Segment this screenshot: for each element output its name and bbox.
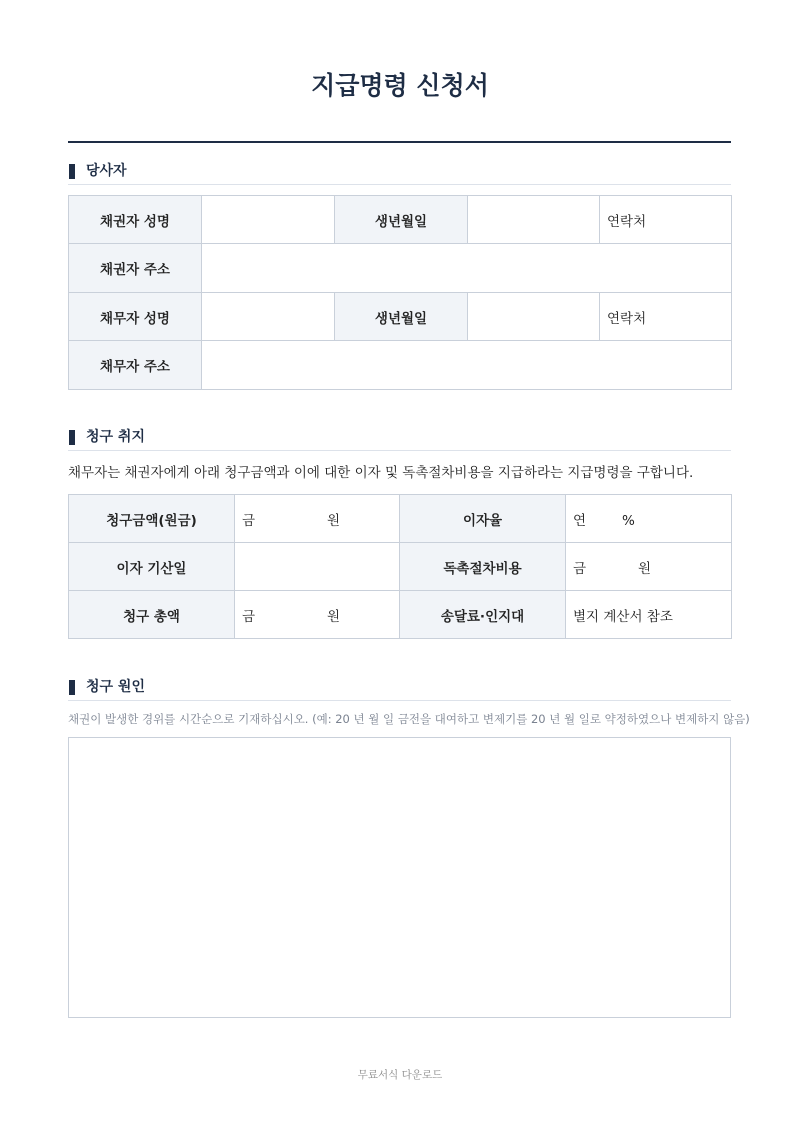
parties-table	[68, 195, 732, 390]
creditor-name-field[interactable]	[202, 196, 335, 244]
section-claim-purpose-title: 청구 취지	[86, 429, 145, 445]
debtor-address-label: 채무자 주소	[69, 341, 202, 390]
interest-rate-suffix: %	[622, 512, 635, 529]
section-claim-cause-header	[68, 678, 731, 701]
debtor-birth-field[interactable]	[468, 293, 600, 341]
table-row	[69, 591, 732, 639]
debtor-contact-label: 연락처	[607, 310, 647, 327]
fee-field[interactable]	[566, 543, 732, 591]
table-row	[69, 196, 732, 244]
fee-suffix: 원	[638, 560, 652, 577]
title-divider	[68, 141, 731, 143]
interest-rate-label: 이자율	[400, 495, 566, 543]
section-claim-purpose-header	[68, 428, 731, 451]
principal-field[interactable]	[235, 495, 400, 543]
document-title: 지급명령 신청서	[311, 71, 489, 100]
section-claim-cause-title: 청구 원인	[86, 679, 145, 695]
total-field[interactable]	[235, 591, 400, 639]
fee-label: 독촉절차비용	[400, 543, 566, 591]
interest-start-field[interactable]	[235, 543, 400, 591]
debtor-name-label: 채무자 성명	[69, 293, 202, 341]
table-row	[69, 341, 732, 390]
delivery-field[interactable]: 별지 계산서 참조	[566, 591, 732, 639]
footer-text[interactable]: 무료서식 다운로드	[357, 1069, 443, 1081]
section-marker-icon	[69, 164, 75, 179]
interest-rate-prefix: 연	[573, 512, 587, 529]
delivery-label: 송달료·인지대	[400, 591, 566, 639]
creditor-address-field[interactable]	[202, 244, 732, 293]
interest-start-label: 이자 기산일	[69, 543, 235, 591]
principal-label: 청구금액(원금)	[69, 495, 235, 543]
table-row	[69, 543, 732, 591]
creditor-address-label: 채권자 주소	[69, 244, 202, 293]
total-prefix: 금	[242, 608, 256, 625]
creditor-birth-label: 생년월일	[335, 196, 468, 244]
debtor-birth-label: 생년월일	[335, 293, 468, 341]
table-row	[69, 244, 732, 293]
principal-suffix: 원	[327, 512, 341, 529]
debtor-address-field[interactable]	[202, 341, 732, 390]
claim-intro-text: 채무자는 채권자에게 아래 청구금액과 이에 대한 이자 및 독촉절차비용을 지급하라는 지급명령을 구합니다.	[68, 465, 694, 481]
table-row	[69, 495, 732, 543]
debtor-name-field[interactable]	[202, 293, 335, 341]
claim-cause-hint: 채권이 발생한 경위를 시간순으로 기재하십시오. (예: 20 년 월 일 금전을 대여하고 변제기를 20 년 월 일로 약정하였으나 변제하지 않음)	[68, 712, 750, 726]
claim-cause-textarea[interactable]	[68, 737, 731, 1018]
section-marker-icon	[69, 430, 75, 445]
creditor-contact-field[interactable]	[600, 196, 732, 244]
creditor-name-label: 채권자 성명	[69, 196, 202, 244]
interest-rate-field[interactable]	[566, 495, 732, 543]
total-suffix: 원	[327, 608, 341, 625]
creditor-birth-field[interactable]	[468, 196, 600, 244]
fee-prefix: 금	[573, 560, 587, 577]
creditor-contact-label: 연락처	[607, 213, 647, 230]
table-row	[69, 293, 732, 341]
debtor-contact-field[interactable]	[600, 293, 732, 341]
section-parties-title: 당사자	[86, 163, 127, 179]
claim-table	[68, 494, 732, 639]
section-parties-header	[68, 162, 731, 185]
section-marker-icon	[69, 680, 75, 695]
total-label: 청구 총액	[69, 591, 235, 639]
principal-prefix: 금	[242, 512, 256, 529]
